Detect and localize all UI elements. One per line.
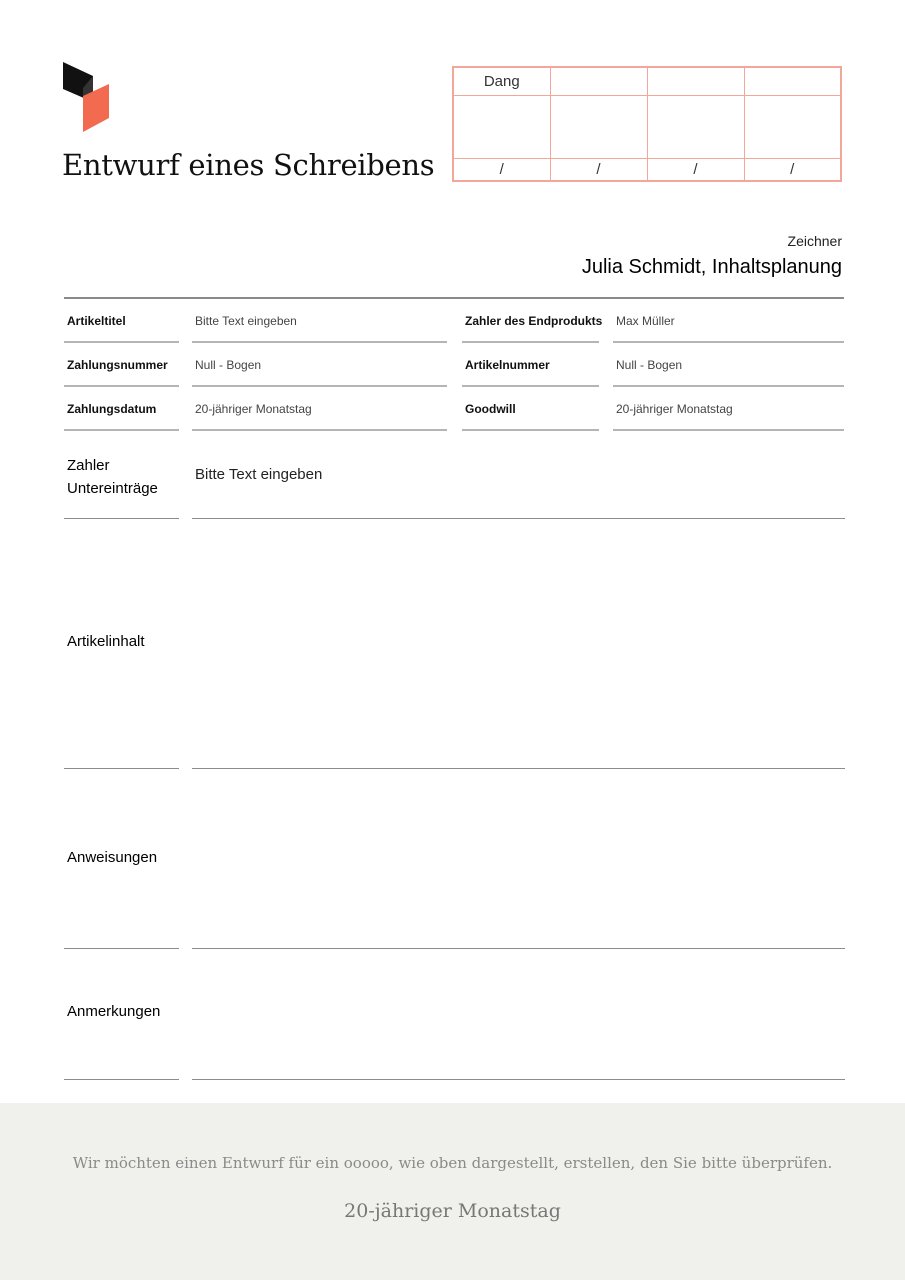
article-title-field[interactable] — [192, 299, 447, 343]
article-number-field[interactable] — [613, 343, 844, 387]
subentries-label-line2: Untereinträge — [67, 480, 158, 497]
end-product-payer-field[interactable] — [613, 299, 844, 343]
approval-date-4[interactable]: / — [744, 158, 841, 181]
remarks-label-cell — [64, 949, 179, 1080]
article-number-label: Artikelnummer — [465, 358, 550, 372]
subentries-field[interactable] — [192, 431, 845, 519]
article-title-label: Artikeltitel — [67, 314, 126, 328]
payment-number-field[interactable] — [192, 343, 447, 387]
drafter-label: Zeichner — [787, 233, 842, 249]
approval-header-4 — [744, 67, 841, 95]
goodwill-label: Goodwill — [465, 402, 516, 416]
approval-signature-1[interactable] — [453, 95, 550, 158]
field-label-cell — [462, 343, 599, 387]
approval-signature-2[interactable] — [550, 95, 647, 158]
subentries-value: Bitte Text eingeben — [195, 466, 323, 483]
field-label-cell — [64, 299, 179, 343]
field-label-cell — [64, 387, 179, 431]
approval-header-2 — [550, 67, 647, 95]
approval-header-3 — [647, 67, 744, 95]
field-label-cell — [64, 343, 179, 387]
content-label: Artikelinhalt — [67, 633, 145, 650]
footer-date: 20-jähriger Monatstag — [344, 1200, 561, 1222]
remarks-field[interactable] — [192, 949, 845, 1080]
approval-table — [452, 66, 842, 182]
content-label-cell — [64, 519, 179, 769]
payment-date-value: 20-jähriger Monatstag — [195, 402, 312, 416]
payment-date-field[interactable] — [192, 387, 447, 431]
drafter-block — [582, 233, 842, 279]
footer-text: Wir möchten einen Entwurf für ein ooooo, wie oben dargestellt, erstellen, den Sie bitte überprüfen. — [72, 1154, 833, 1172]
end-product-payer-label: Zahler des Endprodukts — [465, 314, 603, 328]
content-field[interactable] — [192, 519, 845, 769]
field-label-cell — [462, 387, 599, 431]
approval-signature-3[interactable] — [647, 95, 744, 158]
article-title-value: Bitte Text eingeben — [195, 314, 297, 328]
approval-signature-4[interactable] — [744, 95, 841, 158]
instructions-label-cell — [64, 769, 179, 949]
payment-number-label: Zahlungsnummer — [67, 358, 168, 372]
footer — [0, 1103, 905, 1280]
goodwill-field[interactable] — [613, 387, 844, 431]
article-number-value: Null - Bogen — [616, 358, 683, 372]
document-title: Entwurf eines Schreibens — [62, 148, 435, 182]
approval-date-3[interactable]: / — [647, 158, 744, 181]
remarks-label: Anmerkungen — [67, 1003, 161, 1020]
instructions-label: Anweisungen — [67, 849, 158, 866]
drafter-name: Julia Schmidt, Inhaltsplanung — [581, 256, 842, 278]
goodwill-value: 20-jähriger Monatstag — [616, 402, 733, 416]
approval-header-1: Dang — [453, 67, 550, 95]
approval-date-2[interactable]: / — [550, 158, 647, 181]
company-logo — [63, 62, 111, 134]
field-label-cell — [462, 299, 603, 343]
payment-date-label: Zahlungsdatum — [67, 402, 157, 416]
subentries-label-cell — [64, 431, 179, 519]
subentries-label-line1: Zahler — [67, 457, 110, 474]
end-product-payer-value: Max Müller — [616, 314, 675, 328]
payment-number-value: Null - Bogen — [195, 358, 262, 372]
instructions-field[interactable] — [192, 769, 845, 949]
approval-date-1[interactable]: / — [453, 158, 550, 181]
